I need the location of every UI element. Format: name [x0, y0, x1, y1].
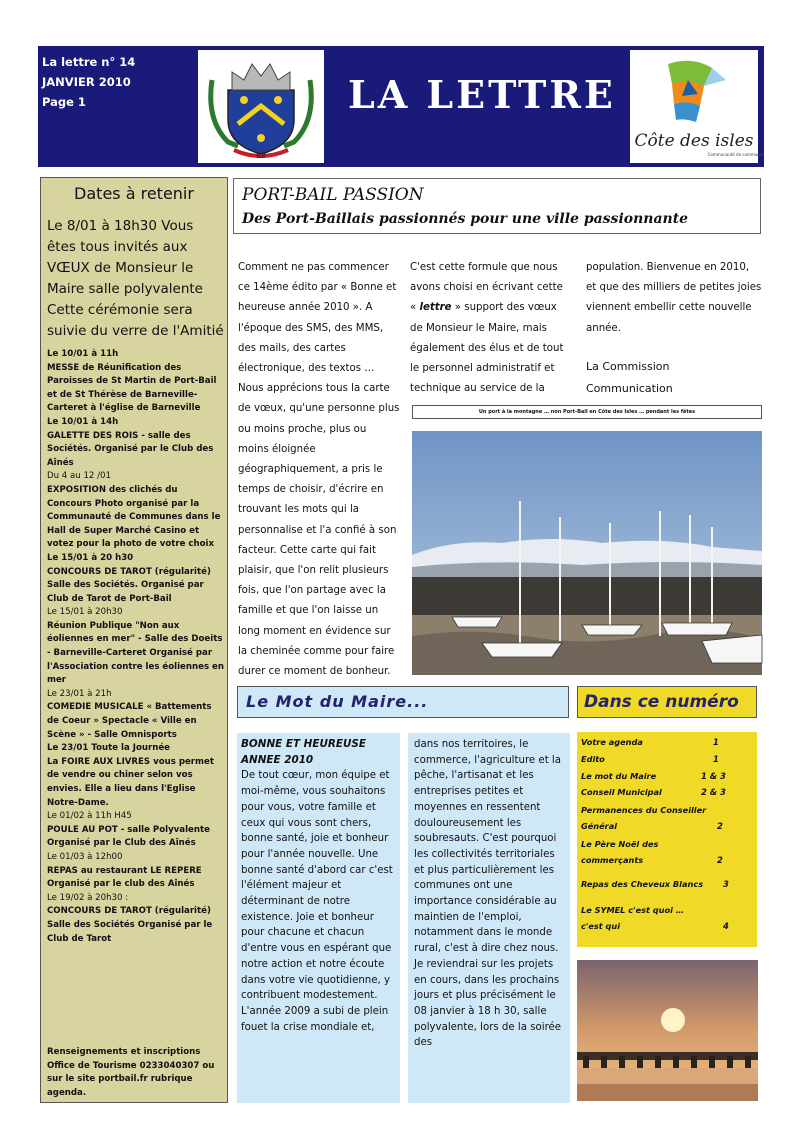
photo-caption: Un port à la montagne … non Port-Bail en Côte des Isles … pendant les fêtes: [412, 405, 762, 419]
event-date: Le 15/01 à 20h30: [47, 607, 123, 618]
issue-date: JANVIER 2010: [42, 75, 131, 89]
event-text: Réunion Publique "Non aux éoliennes en mer" - Salle des Doeits - Barneville-Carteret Organisé par l'Association contre les éoliennes en mer: [47, 620, 225, 686]
sommaire-item-page: 2 & 3: [701, 787, 726, 797]
event-item: [47, 810, 225, 851]
sommaire-list: [577, 732, 757, 947]
edito-header: [233, 178, 761, 234]
maire-column-1: [237, 733, 400, 1103]
sunset-photo: [577, 960, 758, 1101]
edito-column-3: population. Bienvenue en 2010, et que des milliers de petites joies viennent embellir cette nouvelle année.: [586, 262, 762, 334]
sommaire-item-label: Conseil Municipal: [581, 787, 662, 797]
edito-column-2: [410, 258, 570, 404]
edito-subtitle: Des Port-Baillais passionnés pour une ville passionnante: [242, 211, 689, 227]
sommaire-header: [577, 686, 757, 718]
event-item: [47, 851, 225, 892]
sommaire-item-page: 1: [713, 737, 719, 747]
event-text: CONCOURS DE TAROT (régularité) Salle des Sociétés Organisé par le Club de Tarot: [47, 906, 213, 944]
sommaire-item-label: Repas des Cheveux Blancs: [581, 879, 704, 889]
maire-heading: BONNE ET HEUREUSE ANNEE 2010: [241, 738, 367, 766]
logo-subtext: Communauté de communes: [707, 152, 765, 157]
event-date: Le 23/01 à 21h: [47, 688, 112, 699]
maire-column-2: [408, 733, 570, 1103]
cote-des-isles-logo: [630, 50, 765, 163]
crest-letters: BB: [256, 152, 266, 160]
edito-signature: [586, 356, 673, 400]
sommaire-item-label: Permanences du Conseiller Général: [581, 805, 707, 831]
sommaire-item-page: 4: [723, 921, 729, 931]
sommaire-item-label: Votre agenda: [581, 737, 643, 747]
edito-title: PORT-BAIL PASSION: [242, 185, 424, 205]
event-text: REPAS au restaurant LE REPERE Organisé par le club des Aînés: [47, 865, 202, 890]
event-text: EXPOSITION des clichés du Concours Photo organisé par la Communauté de Communes dans le Hall de Super Marché Casino et votez pour la photo de votre choix: [47, 484, 221, 550]
header-banner: [38, 46, 764, 167]
sommaire-item-page: 2: [717, 821, 723, 831]
events-list: [47, 348, 225, 946]
logo-text: Côte des isles: [634, 131, 754, 151]
edito-col2-text-b: » support des vœux de Monsieur le Maire, mais également des élus et de tout le personnel administratif et technique au service de la: [410, 302, 564, 395]
sommaire-item-page: 2: [717, 855, 723, 865]
sommaire-title: Dans ce numéro: [584, 692, 739, 712]
contact-info: Renseignements et inscriptions Office de Tourisme 0233040307 ou sur le site portbail.fr rubrique agenda.: [47, 1047, 215, 1098]
event-date: Le 10/01 à 14h: [47, 416, 119, 427]
event-date: Le 01/03 à 12h00: [47, 851, 123, 862]
newsletter-title: LA LETTRE: [348, 72, 616, 117]
event-text: La FOIRE AUX LIVRES vous permet de vendre ou chiner selon vos envies. Elle a lieu dans l'Eglise Notre-Dame.: [47, 756, 214, 808]
maire-header: [237, 686, 569, 718]
event-item: [47, 688, 225, 742]
sommaire-item-label: Le mot du Maire: [581, 771, 657, 781]
edito-column-1: Comment ne pas commencer ce 14ème édito par « Bonne et heureuse année 2010 ». A l'époque des SMS, des MMS, des mails, des cartes électronique, des textos … Nous apprécions tous la carte de vœux, qu'une personne plus ou moins proche, plus ou moins éloignée géographiquement, a pris le temps de choisir, d'écrire en trouvant les mots qui la personnalise et l'a confié à son facteur. Cette carte qui fait plaisir, que l'on relit plusieurs fois, que l'on partage avec la famille et que l'on laisse un long moment en évidence sur la cheminée comme pour faire durer ce moment de bonheur.: [238, 262, 400, 678]
maire-text-1: De tout cœur, mon équipe et moi-même, vous souhaitons pour vous, votre famille et ceux qui vous sont chers, bonne santé, joie et bonheur pour l'année nouvelle. Une bonne santé d'abord car c'est l'élément majeur et déterminant de notre existence. Joie et bonheur pour chacune et chacun d'entre vous en espérant que notre action et notre écoute dans votre vie quotidienne, y contribuent modestement. L'année 2009 a subi de plein fouet la crise mondiale et,: [241, 770, 393, 1033]
event-date: Le 10/01 à 11h: [47, 349, 119, 359]
coat-of-arms-image: [198, 50, 324, 163]
sommaire-item-page: 1: [713, 754, 719, 764]
signature-line-2: Communication: [586, 382, 673, 395]
event-item: [47, 416, 225, 470]
event-text: GALETTE DES ROIS - salle des Sociétés. Organisé par le Club des Aînés: [47, 430, 214, 468]
event-text: CONCOURS DE TAROT (régularité) Salle des Sociétés. Organisé par Club de Tarot de Port-Bail: [47, 566, 211, 604]
page-number: Page 1: [42, 95, 86, 109]
issue-number: La lettre n° 14: [42, 55, 136, 69]
event-text: COMEDIE MUSICALE « Battements de Coeur » Spectacle « Ville en Scène » - Salle Omnisports: [47, 702, 212, 740]
event-item: [47, 606, 225, 688]
maire-text-2: dans nos territoires, le commerce, l'agriculture et la pêche, l'artisanat et les entreprises petites et moyennes en ressentent douloureusement les soubresauts. C'est pourquoi les collectivités territoriales et plus particulièrement les communes ont une importance considérable au maintien de l'emploi, notamment dans le monde rural, c'est à dire chez nous. Je reviendrai sur les projets en cours, dans les prochains jours et plus précisément le 08 janvier à 18 h 30, salle polyvalente, lors de la soirée des: [414, 739, 562, 1049]
event-item: [47, 470, 225, 552]
issue-info: [42, 52, 135, 112]
dates-title: Dates à retenir: [74, 184, 194, 203]
event-date: Le 19/02 à 20h30 :: [47, 892, 129, 903]
maire-title: Le Mot du Maire...: [246, 692, 429, 711]
signature-line-1: La Commission: [586, 360, 670, 373]
event-item: [47, 348, 225, 416]
harbor-snow-photo: [412, 431, 762, 675]
event-date: Le 15/01 à 20 h30: [47, 552, 134, 563]
event-item: [47, 552, 225, 606]
edito-col2-emphasis: lettre: [419, 302, 452, 314]
edito-col2-text-a: C'est cette formule que nous avons choisi en écrivant cette «: [410, 262, 563, 314]
dates-intro: Le 8/01 à 18h30 Vous êtes tous invités aux VŒUX de Monsieur le Maire salle polyvalente Cette cérémonie sera suivie du verre de l'Amitié: [47, 218, 224, 339]
event-date: Le 23/01 Toute la Journée: [47, 743, 170, 754]
event-date: Le 01/02 à 11h H45: [47, 811, 132, 822]
dates-sidebar: [40, 177, 228, 1103]
sommaire-item-label: Le Père Noël des commerçants: [581, 839, 659, 865]
event-date: Du 4 au 12 /01: [47, 471, 111, 482]
sommaire-item-page: 3: [723, 879, 729, 889]
event-item: [47, 742, 225, 810]
sommaire-item-label: Le SYMEL c'est quoi … c'est qui: [581, 905, 684, 931]
sommaire-item-label: Edito: [581, 754, 605, 764]
event-text: POULE AU POT - salle Polyvalente Organisé par le Club des Aînés: [47, 824, 210, 849]
event-item: [47, 892, 225, 946]
sommaire-item-page: 1 & 3: [701, 771, 726, 781]
event-text: MESSE de Réunification des Paroisses de St Martin de Port-Bail et de St Thérèse de Barneville-Carteret à l'église de Barneville: [47, 362, 217, 414]
